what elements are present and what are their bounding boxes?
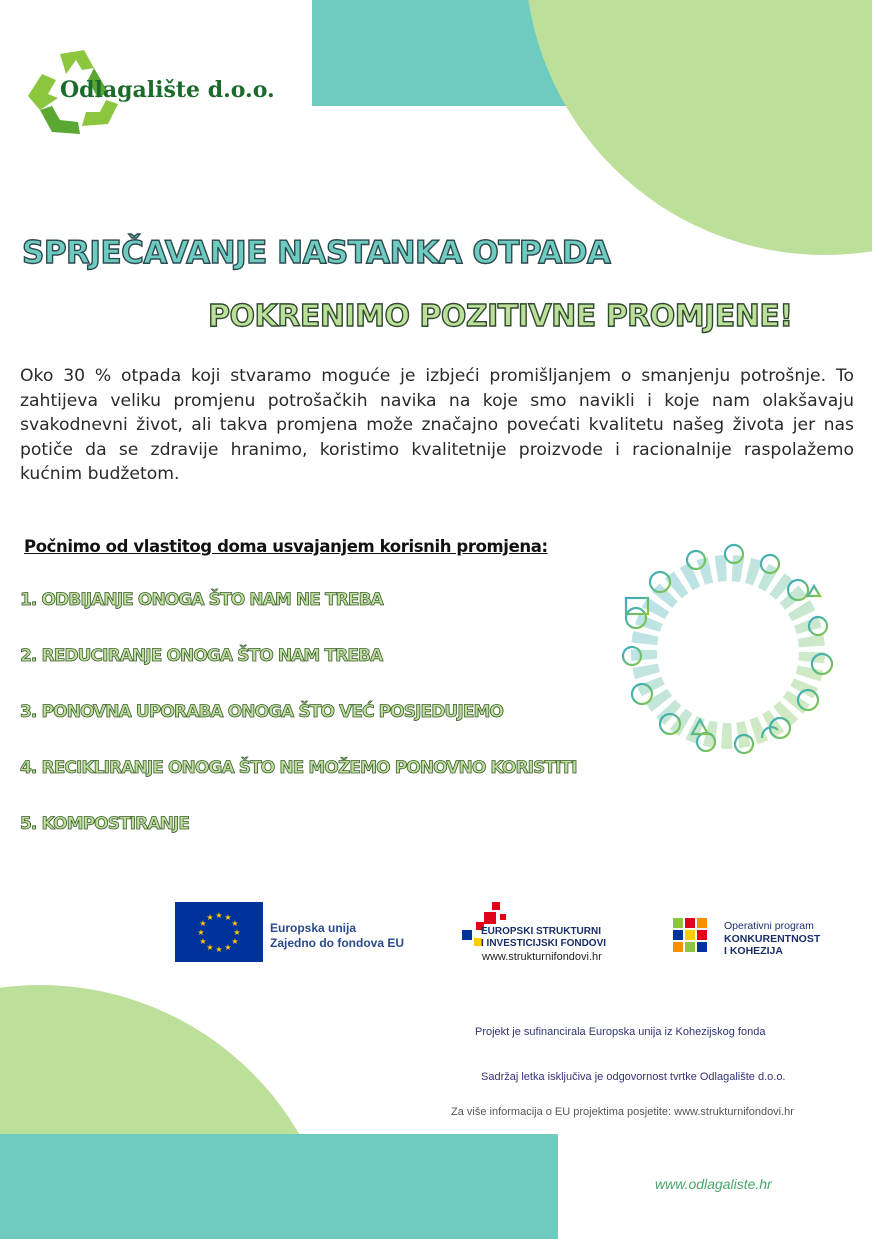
page-title: SPRJEČAVANJE NASTANKA OTPADA	[22, 235, 611, 271]
esf-caption-line2: I INVESTICIJSKI FONDOVI	[481, 938, 607, 949]
steps-heading: Počnimo od vlastitog doma usvajanjem korisnih promjena:	[24, 537, 548, 556]
step-item: 3. PONOVNA UPORABA ONOGA ŠTO VEĆ POSJEDUJEMO	[20, 702, 504, 722]
svg-text:★: ★	[215, 945, 223, 954]
op-caption-line2: KONKURENTNOST	[724, 932, 821, 945]
svg-text:★: ★	[231, 937, 239, 946]
esf-url: www.strukturnifondovi.hr	[482, 951, 602, 963]
cofinancing-note: Projekt je sufinancirala Europska unija iz Kohezijskog fonda	[475, 1026, 766, 1038]
svg-text:★: ★	[199, 937, 207, 946]
step-item: 5. KOMPOSTIRANJE	[20, 814, 190, 834]
op-caption	[724, 920, 820, 958]
op-caption-line3: I KOHEZIJA	[724, 945, 783, 957]
intro-paragraph: Oko 30 % otpada koji stvaramo moguće je izbjeći promišljanjem o smanjenju potrošnje. To zahtijeva veliku promjenu potrošačkih navika na koje smo navikli i koje nam olakšavaju svakodnevni život, ali takva promjena može značajno povećati kvalitetu našeg života jer nas potiče da se zdravije hranimo, koristimo kvalitetnije proizvode i racionalnije raspolažemo kućnim budžetom.	[20, 366, 854, 484]
step-item: 1. ODBIJANJE ONOGA ŠTO NAM NE TREBA	[20, 590, 383, 610]
svg-text:★: ★	[224, 913, 232, 922]
page-subtitle: POKRENIMO POZITIVNE PROMJENE!	[208, 299, 793, 334]
bg-rect-bottom	[0, 1134, 558, 1239]
eu-caption	[270, 921, 404, 951]
website-link[interactable]: www.odlagaliste.hr	[655, 1176, 772, 1192]
company-logo	[22, 44, 292, 144]
svg-text:★: ★	[206, 943, 214, 952]
esf-caption-line1: EUROPSKI STRUKTURNI	[481, 926, 602, 937]
eu-caption-line2: Zajedno do fondova EU	[270, 936, 404, 950]
eco-circle-illustration	[612, 538, 844, 766]
more-info-note: Za više informacija o EU projektima posjetite: www.strukturnifondovi.hr	[451, 1106, 794, 1118]
op-caption-line1: Operativni program	[724, 920, 814, 932]
logo-brand-text: Odlagalište d.o.o.	[60, 77, 275, 103]
svg-text:★: ★	[206, 913, 214, 922]
svg-text:★: ★	[215, 911, 223, 920]
bg-circle-top	[525, 0, 872, 255]
op-logo-icon	[673, 918, 713, 958]
eu-caption-line1: Europska unija	[270, 921, 357, 935]
step-item: 4. RECIKLIRANJE ONOGA ŠTO NE MOŽEMO PONOVNO KORISTITI	[20, 758, 577, 778]
svg-text:★: ★	[199, 919, 207, 928]
responsibility-note: Sadržaj letka isključiva je odgovornost tvrtke Odlagalište d.o.o.	[481, 1071, 786, 1083]
step-item: 2. REDUCIRANJE ONOGA ŠTO NAM TREBA	[20, 646, 383, 666]
eu-flag-icon	[175, 902, 263, 962]
svg-text:★: ★	[197, 928, 205, 937]
svg-text:★: ★	[231, 919, 239, 928]
svg-text:★: ★	[233, 928, 241, 937]
esf-caption	[481, 926, 606, 950]
svg-text:★: ★	[224, 943, 232, 952]
